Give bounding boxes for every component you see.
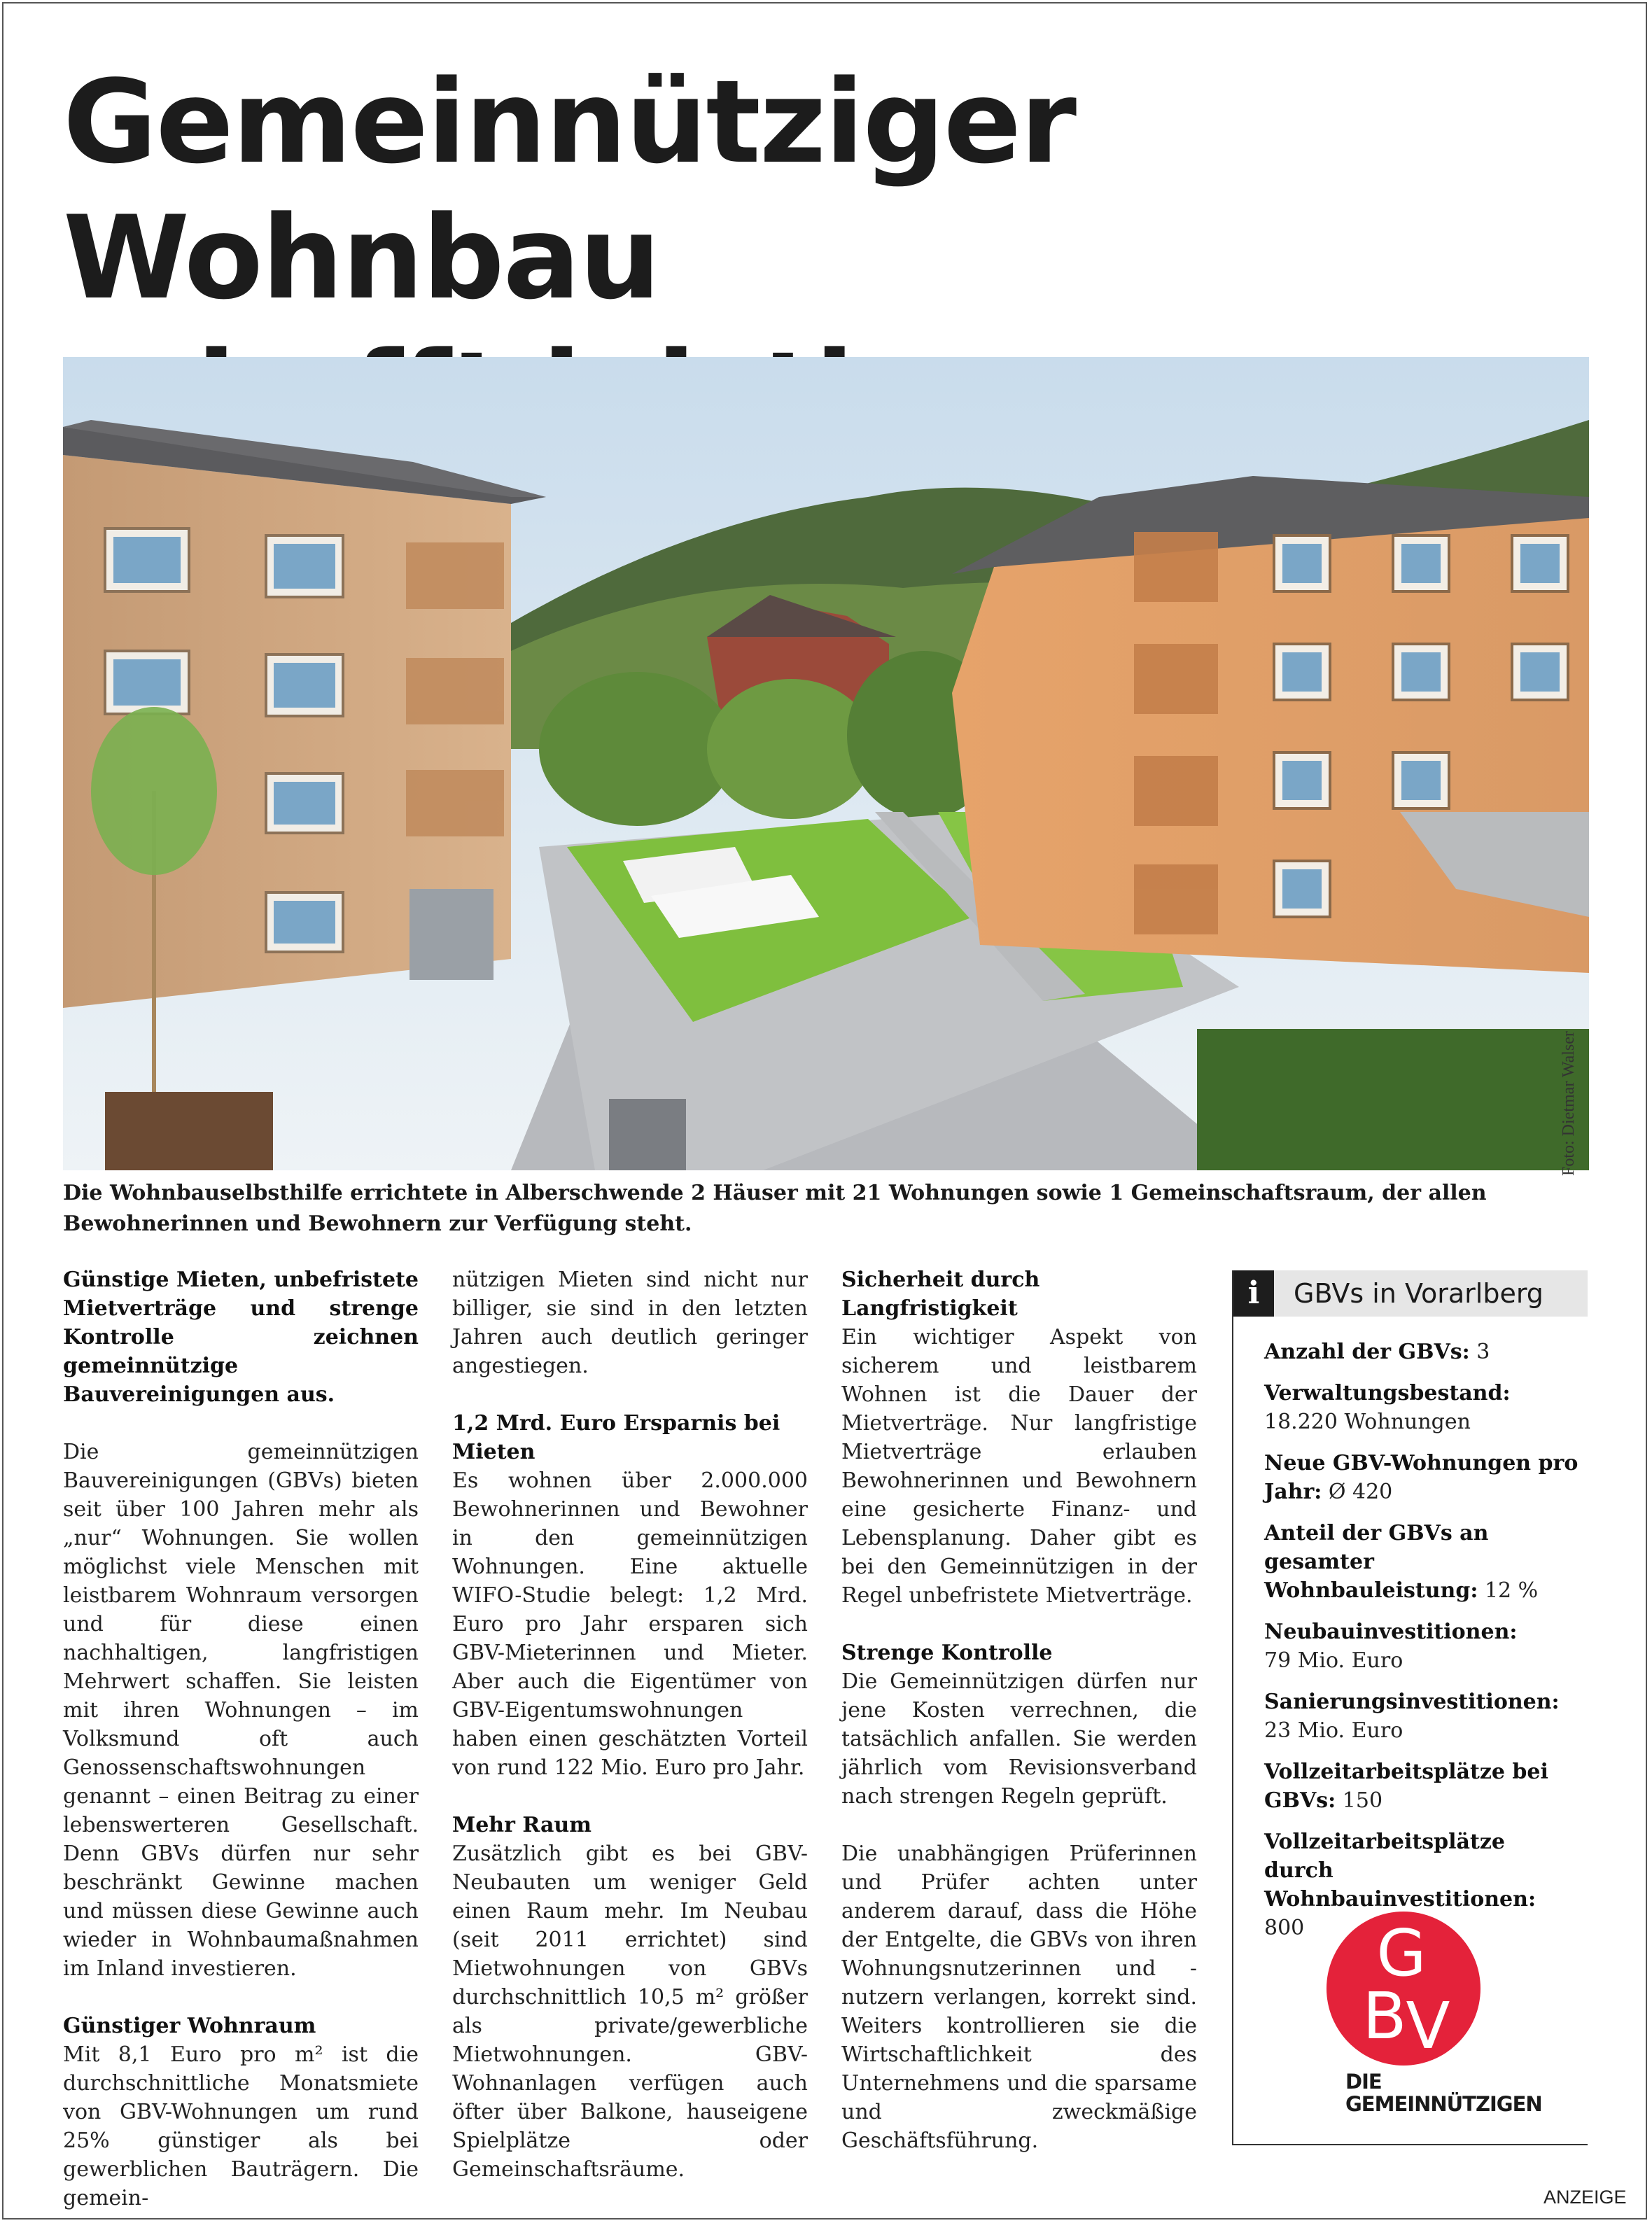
gbv-logo-mark [1324,1911,1485,2066]
section-text-sicherheit: Ein wichtiger Aspekt von sicherem und leistbarem Wohnen ist die Dauer der Mietverträge. Nur langfristige Mietverträge erlauben Bewohnerinnen und Bewohnern eine gesicherte Finanz- und Lebensplanung. Daher gibt es bei den Gemeinnützigen in der Regel unbefristete Mietverträge. [841,1325,1197,1608]
fact-item: Verwaltungsbestand: 18.220 Wohnungen [1264,1381,1511,1434]
fact-item: Neubauinvestitionen: 79 Mio. Euro [1264,1620,1518,1673]
photo-caption: Die Wohnbauselbsthilfe errichtete in Alberschwende 2 Häuser mit 21 Wohnungen sowie 1 Gemeinschaftsraum, der allen Bewohnerinnen und Bewohnern zur Verfügung steht. [63,1181,1487,1236]
fact-item: Vollzeitarbeitsplätze bei GBVs: 150 [1264,1760,1548,1813]
housing-photo-illustration [63,357,1589,1170]
gbv-logo-text: DIE GEMEINNÜTZIGEN [1345,2070,1542,2116]
section-heading-guenstiger-wohnraum: Günstiger Wohnraum [63,2014,316,2038]
section-text-mehr-raum: Zusätzlich gibt es bei GBV-Neubauten um weniger Geld einen Raum mehr. Im Neubau (seit 2011 errichtet) sind Mietwohnungen von GBVs durchschnittlich 10,5 m² größer als private/gewerbliche Mietwohnungen. GBV-Wohnanlagen verfügen auch öfter über Balkone, hauseigene Spielplätze oder Gemeinschaftsräume. [452,1842,808,2182]
section-text-pruefer: Die unabhängigen Prüferinnen und Prüfer achten unter anderem darauf, dass die Höhe der Entgelte, die GBVs von ihren Wohnungsnutzerinnen und -nutzern verlangen, korrekt sind. Weiters kontrollieren sie die Wirtschaftlichkeit des Unternehmens und die sparsame und zweckmäßige Geschäftsführung. [841,1842,1197,2153]
article-lead: Günstige Mieten, unbefristete Mietverträge und strenge Kontrolle zeichnen gemeinnützige Bauvereinigungen aus. [63,1268,419,1407]
gbv-logo-letter-b: B [1362,1979,1407,2054]
headline-line-1: Gemeinnütziger Wohnbau [63,55,1075,325]
article-intro: Die gemeinnützigen Bauvereinigungen (GBVs) bieten seit über 100 Jahren mehr als „nur“ Wohnungen. Sie wollen möglichst viele Menschen mit leistbarem Wohnraum versorgen und für diese einen nachhaltigen, langfristigen Mehrwert schaffen. Sie leisten mit ihren Wohnungen – im Volksmund oft auch Genossenschaftswohnungen genannt – einen Beitrag zu einer lebenswerteren Gesellschaft. Denn GBVs dürfen nur sehr beschränkt Gewinne machen und müssen diese Gewinne auch wieder in Wohnbaumaßnahmen im Inland investieren. [63,1440,419,1981]
info-icon: i [1233,1270,1274,1317]
section-heading-ersparnis: 1,2 Mrd. Euro Ersparnis bei Mieten [452,1411,780,1464]
article-column-3 [841,1265,1197,2155]
fact-item: Sanierungsinvestitionen: 23 Mio. Euro [1264,1690,1560,1743]
section-heading-sicherheit: Sicherheit durch Langfristigkeit [841,1268,1040,1321]
article-column-1 [63,1265,419,2213]
section-heading-strenge-kontrolle: Strenge Kontrolle [841,1641,1053,1665]
fact-item: Anteil der GBVs an gesamter Wohnbauleistung: 12 % [1264,1521,1539,1603]
gbv-logo [1324,1911,1542,2121]
article-column-2 [452,1265,808,2184]
photo-credit: Foto: Dietmar Walser [1560,1031,1578,1176]
gbv-logo-letter-v: V [1406,1989,1450,2063]
section-text-ersparnis: Es wohnen über 2.000.000 Bewohnerinnen und Bewohner in den gemeinnützigen Wohnungen. Eine aktuelle WIFO-Studie belegt: 1,2 Mrd. Euro pro Jahr ersparen sich GBV-Mieterinnen und Mieter. Aber auch die Eigentümer von GBV-Eigentumswohnungen haben einen geschätzten Vorteil von rund 122 Mio. Euro pro Jahr. [452,1468,808,1780]
advertisement-label: ANZEIGE [1544,2187,1627,2208]
fact-item: Anzahl der GBVs: 3 [1264,1340,1490,1364]
housing-photo [63,357,1589,1170]
info-facts [1264,1338,1579,1955]
info-box-header [1233,1270,1588,1317]
section-heading-mehr-raum: Mehr Raum [452,1813,592,1837]
fact-item: Neue GBV-Wohnungen pro Jahr: Ø 420 [1264,1451,1578,1504]
fact-item: Vollzeitarbeitsplätze durch Wohnbauinvestitionen: 800 [1264,1830,1536,1940]
info-box-title: GBVs in Vorarlberg [1294,1278,1544,1309]
section-text-strenge-kontrolle: Die Gemeinnützigen dürfen nur jene Kosten verrechnen, die tatsächlich anfallen. Sie werden jährlich vom Revisionsverband nach strengen Regeln geprüft. [841,1669,1197,1809]
info-box [1232,1270,1588,2145]
section-text-guenstiger-wohnraum: Mit 8,1 Euro pro m² ist die durchschnittliche Monatsmiete von GBV-Wohnungen um rund 25% günstiger als bei gewerblichen Bauträgern. Die gemein- [63,2042,419,2210]
section-text-guenstiger-wohnraum-cont: nützigen Mieten sind nicht nur billiger, sie sind in den letzten Jahren auch deutlich geringer angestiegen. [452,1268,808,1378]
gbv-logo-letter-g: G [1376,1916,1427,1991]
